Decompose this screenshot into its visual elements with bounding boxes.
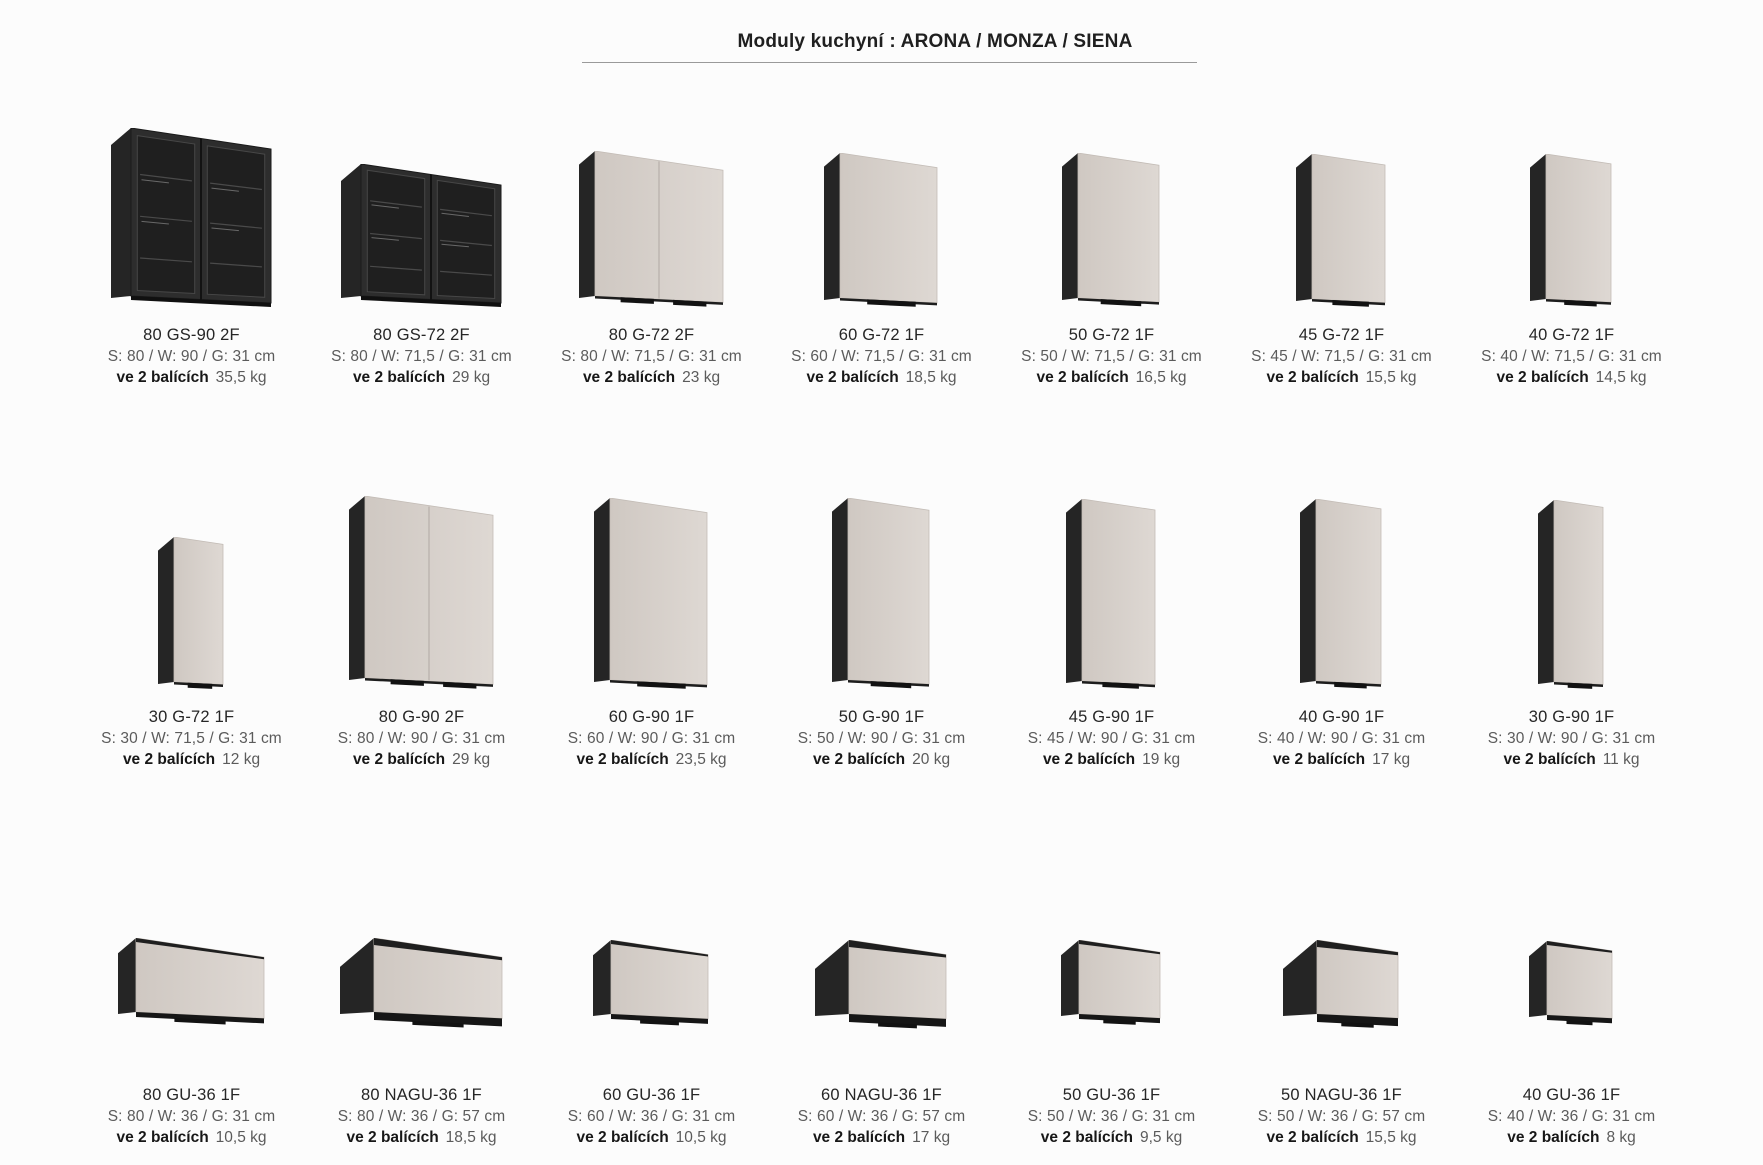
product-packaging xyxy=(813,1127,950,1148)
product-name: 50 G-72 1F xyxy=(1068,326,1155,344)
cabinet-image xyxy=(767,116,997,316)
pack-count-label: ve 2 balících xyxy=(1503,751,1596,768)
product-weight: 10,5 kg xyxy=(675,1129,727,1146)
product-name: 50 NAGU-36 1F xyxy=(1281,1086,1402,1104)
product-dimensions: S: 80 / W: 36 / G: 57 cm xyxy=(337,1108,506,1125)
product-packaging xyxy=(1496,367,1646,388)
product-weight: 17 kg xyxy=(1372,751,1411,768)
product-name: 80 GS-72 2F xyxy=(373,326,470,344)
product-dimensions: S: 80 / W: 36 / G: 31 cm xyxy=(107,1108,276,1125)
product-name: 60 NAGU-36 1F xyxy=(821,1086,942,1104)
product-dimensions: S: 60 / W: 90 / G: 31 cm xyxy=(567,730,736,747)
cabinet-image xyxy=(997,936,1227,1032)
product-weight: 29 kg xyxy=(452,751,491,768)
product-name: 80 G-90 2F xyxy=(378,708,465,726)
product-card xyxy=(1457,494,1687,770)
product-packaging xyxy=(1273,749,1410,770)
product-packaging xyxy=(813,749,950,770)
product-packaging xyxy=(346,1127,496,1148)
product-card xyxy=(307,116,537,388)
cabinet-image xyxy=(307,936,537,1032)
cabinet-image xyxy=(77,116,307,316)
cabinet-image xyxy=(997,116,1227,316)
pack-count-label: ve 2 balících xyxy=(122,751,216,768)
product-dimensions: S: 50 / W: 36 / G: 57 cm xyxy=(1257,1108,1426,1125)
product-dimensions: S: 60 / W: 36 / G: 31 cm xyxy=(567,1108,736,1125)
product-card xyxy=(997,116,1227,388)
product-card xyxy=(307,494,537,770)
pack-count-label: ve 2 balících xyxy=(582,369,676,386)
title-underline xyxy=(582,62,1197,63)
product-card xyxy=(997,936,1227,1148)
product-card xyxy=(767,936,997,1148)
product-dimensions: S: 45 / W: 90 / G: 31 cm xyxy=(1027,730,1196,747)
product-card xyxy=(77,494,307,770)
product-packaging xyxy=(1266,1127,1416,1148)
cabinet-image xyxy=(77,936,307,1032)
pack-count-label: ve 2 balících xyxy=(352,751,446,768)
product-weight: 35,5 kg xyxy=(215,369,267,386)
pack-count-label: ve 2 balících xyxy=(1507,1129,1600,1146)
product-packaging xyxy=(1041,1127,1182,1148)
product-card xyxy=(1457,936,1687,1148)
product-dimensions: S: 80 / W: 90 / G: 31 cm xyxy=(107,348,276,365)
pack-count-label: ve 2 balících xyxy=(116,1129,209,1146)
product-packaging xyxy=(1036,367,1186,388)
product-dimensions: S: 30 / W: 90 / G: 31 cm xyxy=(1487,730,1656,747)
cabinet-image xyxy=(1457,494,1687,698)
pack-count-label: ve 2 balících xyxy=(352,369,446,386)
product-dimensions: S: 60 / W: 71,5 / G: 31 cm xyxy=(791,348,972,365)
pack-count-label: ve 2 balících xyxy=(806,369,899,386)
product-card xyxy=(1227,494,1457,770)
product-card xyxy=(1457,116,1687,388)
product-name: 30 G-72 1F xyxy=(148,708,235,726)
product-packaging xyxy=(1266,367,1416,388)
product-name: 40 G-90 1F xyxy=(1298,708,1385,726)
product-dimensions: S: 40 / W: 36 / G: 31 cm xyxy=(1487,1108,1656,1125)
product-card xyxy=(997,494,1227,770)
cabinet-image xyxy=(767,936,997,1032)
product-card xyxy=(1227,936,1457,1148)
product-dimensions: S: 80 / W: 71,5 / G: 31 cm xyxy=(561,348,742,365)
product-weight: 10,5 kg xyxy=(215,1129,267,1146)
pack-count-label: ve 2 balících xyxy=(812,1129,906,1146)
product-weight: 18,5 kg xyxy=(445,1129,497,1146)
product-dimensions: S: 40 / W: 71,5 / G: 31 cm xyxy=(1481,348,1662,365)
product-weight: 17 kg xyxy=(912,1129,951,1146)
product-name: 60 GU-36 1F xyxy=(602,1086,701,1104)
cabinet-image xyxy=(767,494,997,698)
product-card xyxy=(77,116,307,388)
product-card xyxy=(537,116,767,388)
cabinet-image xyxy=(1227,494,1457,698)
pack-count-label: ve 2 balících xyxy=(116,369,209,386)
product-dimensions: S: 50 / W: 90 / G: 31 cm xyxy=(797,730,966,747)
product-weight: 9,5 kg xyxy=(1139,1129,1183,1146)
product-dimensions: S: 80 / W: 90 / G: 31 cm xyxy=(337,730,506,747)
pack-count-label: ve 2 balících xyxy=(1496,369,1589,386)
product-card xyxy=(767,494,997,770)
product-name: 80 GS-90 2F xyxy=(143,326,240,344)
product-weight: 11 kg xyxy=(1602,751,1640,768)
cabinet-image xyxy=(307,116,537,316)
product-name: 45 G-72 1F xyxy=(1298,326,1385,344)
product-dimensions: S: 60 / W: 36 / G: 57 cm xyxy=(797,1108,966,1125)
pack-count-label: ve 2 balících xyxy=(576,1129,669,1146)
product-weight: 8 kg xyxy=(1606,1129,1636,1146)
pack-count-label: ve 2 balících xyxy=(1266,369,1359,386)
product-name: 60 G-90 1F xyxy=(608,708,695,726)
cabinet-image xyxy=(537,494,767,698)
cabinet-image xyxy=(997,494,1227,698)
product-name: 80 GU-36 1F xyxy=(142,1086,241,1104)
product-dimensions: S: 50 / W: 36 / G: 31 cm xyxy=(1027,1108,1196,1125)
product-packaging xyxy=(583,367,720,388)
product-packaging xyxy=(1507,1127,1636,1148)
cabinet-image xyxy=(1227,116,1457,316)
product-dimensions: S: 30 / W: 71,5 / G: 31 cm xyxy=(101,730,282,747)
product-packaging xyxy=(1043,749,1180,770)
pack-count-label: ve 2 balících xyxy=(346,1129,439,1146)
product-row xyxy=(0,494,1763,770)
product-name: 50 GU-36 1F xyxy=(1062,1086,1161,1104)
product-row xyxy=(0,936,1763,1148)
product-row xyxy=(0,116,1763,388)
page-title: Moduly kuchyní : ARONA / MONZA / SIENA xyxy=(737,31,1133,52)
product-packaging xyxy=(576,1127,726,1148)
product-weight: 16,5 kg xyxy=(1135,369,1187,386)
product-name: 80 NAGU-36 1F xyxy=(361,1086,482,1104)
product-packaging xyxy=(353,749,490,770)
product-grid xyxy=(0,116,1763,1148)
cabinet-image xyxy=(1457,936,1687,1032)
cabinet-image xyxy=(537,936,767,1032)
product-weight: 18,5 kg xyxy=(905,369,957,386)
product-card xyxy=(537,936,767,1148)
cabinet-image xyxy=(537,116,767,316)
product-weight: 15,5 kg xyxy=(1365,369,1417,386)
product-name: 40 GU-36 1F xyxy=(1522,1086,1621,1104)
product-weight: 23 kg xyxy=(682,369,721,386)
product-name: 50 G-90 1F xyxy=(838,708,925,726)
product-card xyxy=(1227,116,1457,388)
product-card xyxy=(307,936,537,1148)
product-name: 40 G-72 1F xyxy=(1528,326,1615,344)
product-weight: 14,5 kg xyxy=(1595,369,1647,386)
cabinet-image xyxy=(1457,116,1687,316)
product-weight: 29 kg xyxy=(452,369,491,386)
cabinet-image xyxy=(307,494,537,698)
product-card xyxy=(767,116,997,388)
pack-count-label: ve 2 balících xyxy=(576,751,669,768)
pack-count-label: ve 2 balících xyxy=(1036,369,1129,386)
product-dimensions: S: 40 / W: 90 / G: 31 cm xyxy=(1257,730,1426,747)
pack-count-label: ve 2 balících xyxy=(1266,1129,1359,1146)
product-packaging xyxy=(806,367,956,388)
product-packaging xyxy=(116,367,266,388)
product-name: 30 G-90 1F xyxy=(1528,708,1615,726)
product-weight: 15,5 kg xyxy=(1365,1129,1417,1146)
product-name: 80 G-72 2F xyxy=(608,326,695,344)
product-dimensions: S: 80 / W: 71,5 / G: 31 cm xyxy=(331,348,512,365)
product-name: 45 G-90 1F xyxy=(1068,708,1155,726)
product-packaging xyxy=(353,367,490,388)
product-dimensions: S: 50 / W: 71,5 / G: 31 cm xyxy=(1021,348,1202,365)
pack-count-label: ve 2 balících xyxy=(812,751,906,768)
cabinet-image xyxy=(1227,936,1457,1032)
pack-count-label: ve 2 balících xyxy=(1040,1129,1133,1146)
product-card xyxy=(77,936,307,1148)
product-name: 60 G-72 1F xyxy=(838,326,925,344)
cabinet-image xyxy=(77,494,307,698)
product-card xyxy=(537,494,767,770)
product-packaging xyxy=(576,749,726,770)
pack-count-label: ve 2 balících xyxy=(1042,751,1136,768)
product-packaging xyxy=(116,1127,266,1148)
product-weight: 19 kg xyxy=(1142,751,1181,768)
product-weight: 12 kg xyxy=(222,751,261,768)
product-weight: 20 kg xyxy=(912,751,951,768)
product-packaging xyxy=(123,749,260,770)
product-weight: 23,5 kg xyxy=(675,751,727,768)
product-dimensions: S: 45 / W: 71,5 / G: 31 cm xyxy=(1251,348,1432,365)
product-packaging xyxy=(1504,749,1640,770)
page-header xyxy=(0,0,1763,70)
pack-count-label: ve 2 balících xyxy=(1272,751,1366,768)
